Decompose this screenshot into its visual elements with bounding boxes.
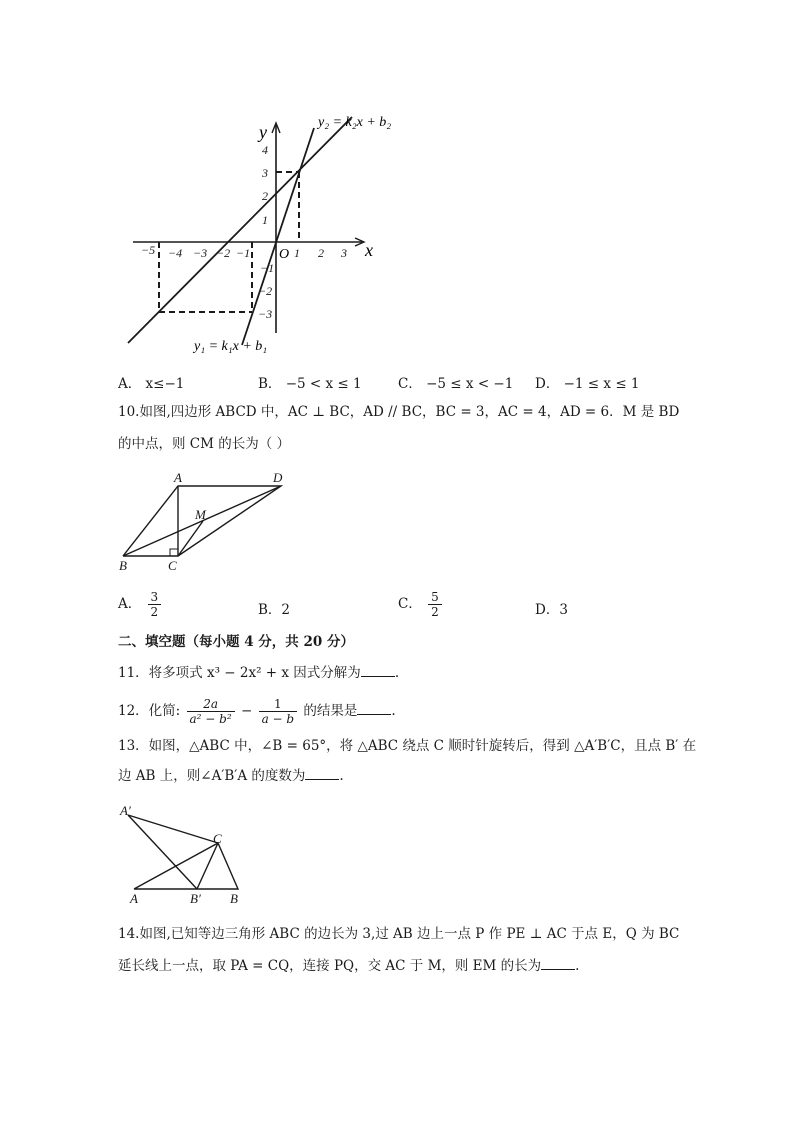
- q13-text-line1: 13．如图，△ABC 中，∠B = 65°，将 △ABC 绕点 C 顺时针旋转后，得到 △A′B′C，且点 B′ 在: [118, 738, 697, 754]
- y-axis-label: y: [259, 122, 267, 142]
- label-a: A: [174, 470, 182, 485]
- label-d: D: [273, 470, 283, 485]
- y1-equation-label: y₁ = k₁x + b₁: [194, 339, 268, 354]
- q13-rotated-triangle-figure: [115, 800, 250, 908]
- q10-option-c[interactable]: C． $\frac{5}{2}$: [398, 590, 444, 619]
- x-tick-label: −2: [216, 246, 231, 260]
- q9-option-a[interactable]: A． x≤−1: [118, 376, 185, 392]
- q9-function-graph: [118, 105, 418, 355]
- label-b: B: [230, 891, 238, 906]
- q10-quadrilateral-figure: [115, 468, 295, 578]
- q12-text: 12．化简: $\frac{2a}{\text{a² − b²}}$ − $\frac{1}{a - b}$ 的结果是 .: [118, 697, 396, 726]
- y-tick-label: −1: [260, 261, 275, 275]
- q10-option-d[interactable]: D．3: [535, 602, 568, 618]
- line-y2: [128, 117, 352, 343]
- y-tick-label: 4: [262, 143, 268, 157]
- label-c: C: [168, 558, 177, 573]
- label-b: B: [119, 558, 127, 573]
- answer-blank[interactable]: [357, 702, 391, 715]
- answer-blank[interactable]: [305, 767, 339, 780]
- q11-text: 11．将多项式 x³ − 2x² + x 因式分解为 .: [118, 665, 400, 681]
- q14-text-line2: 延长线上一点，取 PA = CQ，连接 PQ，交 AC 于 M，则 EM 的长为 .: [118, 958, 580, 974]
- y-tick-label: 3: [262, 166, 268, 180]
- y2-equation-label: y₂ = k₂x + b₂: [318, 115, 392, 130]
- answer-blank[interactable]: [361, 664, 395, 677]
- x-axis-label: x: [365, 240, 373, 260]
- x-tick-label: −1: [236, 246, 251, 260]
- answer-blank[interactable]: [541, 957, 575, 970]
- section-fill-in-title: 二、填空题（每小题 4 分，共 20 分）: [118, 634, 354, 650]
- label-c: C: [213, 831, 222, 846]
- y-tick-label: 2: [262, 189, 268, 203]
- y-tick-label: 1: [262, 213, 268, 227]
- y-tick-label: −3: [258, 307, 273, 321]
- q10-text-line1: 10.如图,四边形 ABCD 中，AC ⊥ BC，AD // BC，BC = 3，AC = 4，AD = 6．M 是 BD: [118, 404, 680, 420]
- x-tick-label: 2: [318, 246, 324, 260]
- label-a: A: [130, 891, 138, 906]
- q10-text-line2: 的中点，则 CM 的长为（ ）: [118, 436, 291, 452]
- line-y1: [242, 128, 314, 345]
- q13-text-line2: 边 AB 上，则∠A′B′A 的度数为 .: [118, 768, 344, 784]
- q14-text-line1: 14.如图,已知等边三角形 ABC 的边长为 3,过 AB 边上一点 P 作 PE ⊥ AC 于点 E，Q 为 BC: [118, 926, 680, 942]
- q9-option-c[interactable]: C． −5 ≤ x < −1: [398, 376, 514, 392]
- x-tick-label: −5: [141, 243, 156, 257]
- x-tick-label: 3: [341, 246, 347, 260]
- y-tick-label: −2: [258, 284, 273, 298]
- q9-option-b[interactable]: B． −5 < x ≤ 1: [258, 376, 362, 392]
- q10-option-a[interactable]: A． $\frac{3}{2}$: [118, 590, 163, 619]
- x-tick-label: 1: [294, 246, 300, 260]
- label-a-prime: A′: [120, 803, 131, 818]
- label-b-prime: B′: [190, 891, 201, 906]
- q10-option-b[interactable]: B．2: [258, 602, 291, 618]
- x-tick-label: −3: [193, 246, 208, 260]
- label-m: M: [195, 507, 206, 522]
- q9-option-d[interactable]: D． −1 ≤ x ≤ 1: [535, 376, 640, 392]
- origin-label: O: [279, 247, 290, 262]
- x-tick-label: −4: [168, 246, 183, 260]
